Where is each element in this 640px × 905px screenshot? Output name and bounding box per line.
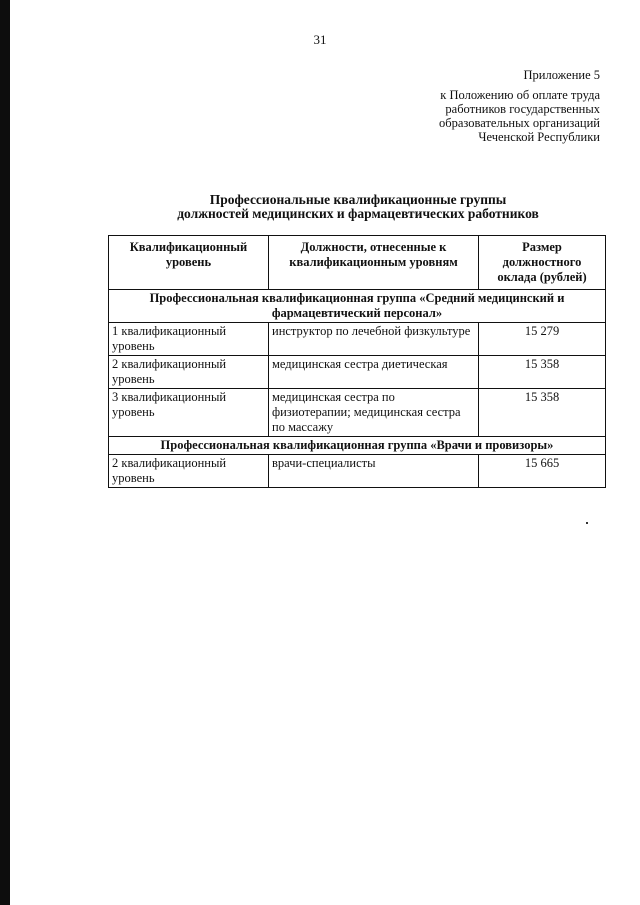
- cell-position: медицинская сестра диетическая: [269, 356, 479, 389]
- cell-salary: 15 358: [479, 356, 606, 389]
- qualification-table: [108, 235, 606, 488]
- table-header-row: [109, 236, 606, 290]
- table-row: [109, 455, 606, 488]
- table-row: [109, 323, 606, 356]
- cell-position: инструктор по лечебной физкультуре: [269, 323, 479, 356]
- cell-level: 1 квалификационный уровень: [109, 323, 269, 356]
- header-position: Должности, отнесенные к квалификационным уровням: [269, 236, 479, 290]
- document-title-line: должностей медицинских и фармацевтических работников: [177, 206, 539, 221]
- cell-level: 2 квалификационный уровень: [109, 455, 269, 488]
- appendix-line: работников государственных: [445, 102, 600, 116]
- table-row: [109, 356, 606, 389]
- document-title-line: Профессиональные квалификационные группы: [209, 192, 507, 207]
- appendix-title: Приложение 5: [523, 68, 600, 82]
- scan-edge: [0, 0, 10, 905]
- appendix-line: к Положению об оплате труда: [440, 88, 600, 102]
- cell-position: медицинская сестра по физиотерапии; медицинская сестра по массажу: [269, 389, 479, 437]
- document-title: [110, 193, 606, 221]
- appendix-line: Чеченской Республики: [478, 130, 600, 144]
- appendix-block: [439, 68, 600, 144]
- cell-level: 3 квалификационный уровень: [109, 389, 269, 437]
- cell-salary: 15 665: [479, 455, 606, 488]
- cell-salary: 15 358: [479, 389, 606, 437]
- header-level: Квалификационный уровень: [109, 236, 269, 290]
- table-row: [109, 389, 606, 437]
- group-row: [109, 437, 606, 455]
- cell-level: 2 квалификационный уровень: [109, 356, 269, 389]
- group-title: Профессиональная квалификационная группа «Средний медицинский и фармацевтический персонал»: [109, 290, 606, 323]
- cell-salary: 15 279: [479, 323, 606, 356]
- group-title: Профессиональная квалификационная группа «Врачи и провизоры»: [109, 437, 606, 455]
- cell-position: врачи-специалисты: [269, 455, 479, 488]
- header-salary: Размер должностного оклада (рублей): [479, 236, 606, 290]
- page-number: 31: [313, 32, 327, 47]
- scan-speck: [586, 522, 588, 524]
- appendix-line: образовательных организаций: [438, 116, 600, 130]
- group-row: [109, 290, 606, 323]
